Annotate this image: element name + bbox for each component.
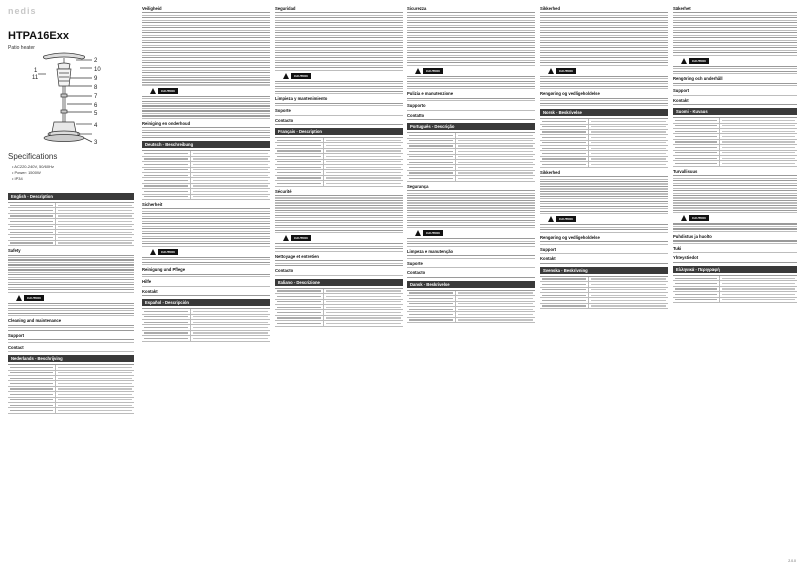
section-seguridad: Seguridad xyxy=(275,6,296,11)
section-seguranca: Segurança xyxy=(407,183,429,189)
callout-2: 2 xyxy=(94,58,98,64)
callout-9: 9 xyxy=(94,76,98,82)
section-limpieza: Limpieza y mantenimiento xyxy=(275,96,328,102)
parts-table xyxy=(275,137,403,187)
section-safety: Safety xyxy=(8,248,21,254)
callout-11: 11 xyxy=(32,75,39,81)
column-4 xyxy=(407,4,535,323)
column-3 xyxy=(275,4,403,327)
warning-icon xyxy=(283,235,289,241)
warning-icon xyxy=(415,230,421,236)
section-securite: Sécurité xyxy=(275,188,292,194)
section-turvallisuus: Turvallisuus xyxy=(673,168,698,174)
parts-table xyxy=(540,276,668,309)
spec-item: • Power: 1500W xyxy=(12,170,41,175)
column-6 xyxy=(673,4,797,303)
language-heading-dutch: Nederlands - Beschrijving xyxy=(8,355,134,362)
parts-table xyxy=(673,275,797,303)
section-contact: Contact xyxy=(8,344,24,350)
section-contacto-pt: Contacto xyxy=(407,270,426,276)
callout-10: 10 xyxy=(94,67,101,73)
callout-6: 6 xyxy=(94,103,98,109)
warning-icon xyxy=(283,73,289,79)
section-kontakt: Kontakt xyxy=(142,288,158,294)
callout-1: 1 xyxy=(34,68,38,74)
column-1 xyxy=(8,4,134,51)
section-sicurezza: Sicurezza xyxy=(407,6,427,11)
document-version: 2.0.0 xyxy=(788,559,796,563)
product-model: HTPA16Exx xyxy=(8,30,69,42)
heater-illustration xyxy=(38,53,92,142)
caution-sign: CAUTION xyxy=(415,230,535,236)
section-reinigung: Reinigung und Pflege xyxy=(142,267,186,273)
section-rengoring: Rengøring og vedligeholdelse xyxy=(540,91,600,97)
warning-icon xyxy=(415,68,421,74)
language-heading-french: Français - Description xyxy=(275,128,403,135)
caution-sign: CAUTION xyxy=(548,68,668,74)
section-rengjoring: Rengøring og vedligeholdelse xyxy=(540,234,600,240)
callout-7: 7 xyxy=(94,94,98,100)
section-contacto: Contacto xyxy=(275,117,294,123)
language-heading-german: Deutsch - Beschreibung xyxy=(142,141,270,148)
warning-icon xyxy=(681,58,687,64)
caution-sign: CAUTION xyxy=(681,58,797,64)
caution-sign: CAUTION xyxy=(150,88,270,94)
section-tuki: Tuki xyxy=(673,245,682,251)
callout-8: 8 xyxy=(94,85,98,91)
section-contatto: Contatto xyxy=(407,112,425,118)
section-support-no: Support xyxy=(540,246,557,252)
language-heading-english: English - Description xyxy=(8,193,134,200)
section-suporte: Suporte xyxy=(407,260,423,266)
callout-3: 3 xyxy=(94,140,98,146)
parts-table xyxy=(8,202,134,246)
warning-icon xyxy=(681,215,687,221)
column-5 xyxy=(540,4,668,309)
parts-table xyxy=(407,290,535,323)
section-support-sv: Support xyxy=(673,88,690,94)
brand-logo: nedis xyxy=(8,6,37,16)
caution-sign: CAUTION xyxy=(415,68,535,74)
section-yhteys: Yhteystiedot xyxy=(673,255,699,261)
language-heading-portuguese: Português - Descrição xyxy=(407,123,535,130)
caution-sign: CAUTION xyxy=(16,295,134,301)
caution-sign: CAUTION xyxy=(548,216,668,222)
section-nettoyage: Nettoyage et entretien xyxy=(275,253,319,259)
caution-sign: CAUTION xyxy=(283,73,403,79)
warning-icon xyxy=(548,216,554,222)
product-subtitle: Patio heater xyxy=(8,45,35,51)
callout-5: 5 xyxy=(94,111,98,117)
language-heading-norwegian: Norsk - Beskrivelse xyxy=(540,109,668,116)
section-supporto: Supporto xyxy=(407,103,426,109)
warning-icon xyxy=(150,249,156,255)
section-pulizia: Pulizia e manutenzione xyxy=(407,91,454,97)
section-cleaning: Cleaning and maintenance xyxy=(8,318,62,324)
parts-table xyxy=(275,288,403,327)
section-veiligheid: Veiligheid xyxy=(142,6,162,11)
spec-item: • AC220-240V, 50/60Hz xyxy=(12,164,54,169)
section-support: Support xyxy=(8,332,25,338)
language-heading-swedish: Svenska - Beskrivning xyxy=(540,267,668,274)
warning-icon xyxy=(16,295,22,301)
specifications-title: Specifications xyxy=(8,152,58,161)
section-rengoring-sv: Rengöring och underhåll xyxy=(673,76,723,82)
parts-table xyxy=(540,118,668,168)
parts-table xyxy=(673,117,797,167)
language-heading-finnish: Suomi - Kuvaus xyxy=(673,108,797,115)
language-heading-greek: Ελληνικά - Περιγραφή xyxy=(673,266,797,273)
caution-sign: CAUTION xyxy=(150,249,270,255)
section-puhdistus: Puhdistus ja huolto xyxy=(673,234,712,240)
caution-sign: CAUTION xyxy=(283,235,403,241)
section-limpeza: Limpeza e manutenção xyxy=(407,248,454,254)
patio-heater-diagram xyxy=(14,52,104,152)
language-heading-italian: Italiano - Descrizione xyxy=(275,279,403,286)
section-sicherheit: Sicherheit xyxy=(142,201,163,207)
english-section xyxy=(8,190,134,414)
section-kontakt-sv: Kontakt xyxy=(673,97,689,103)
section-soporte: Soporte xyxy=(275,108,291,114)
section-sikkerhet: Sikkerhed xyxy=(540,169,561,175)
section-kontakt-no: Kontakt xyxy=(540,256,556,262)
language-heading-danish: Dansk - Beskrivelse xyxy=(407,281,535,288)
warning-icon xyxy=(548,68,554,74)
column-2 xyxy=(142,4,270,342)
section-reiniging: Reiniging en onderhoud xyxy=(142,120,191,126)
parts-table xyxy=(8,364,134,414)
language-heading-spanish: Español - Descripción xyxy=(142,299,270,306)
parts-table xyxy=(407,132,535,182)
specifications-list xyxy=(12,164,54,182)
parts-table xyxy=(142,150,270,200)
section-sakerhet: Säkerhet xyxy=(673,6,691,11)
section-contact-fr: Contacto xyxy=(275,268,294,274)
section-hilfe: Hilfe xyxy=(142,279,152,285)
parts-table xyxy=(142,308,270,341)
warning-icon xyxy=(150,88,156,94)
caution-sign: CAUTION xyxy=(681,215,797,221)
section-sikkerhed: Sikkerhed xyxy=(540,6,561,11)
spec-item: • IP34 xyxy=(12,176,23,181)
callout-4: 4 xyxy=(94,123,98,129)
